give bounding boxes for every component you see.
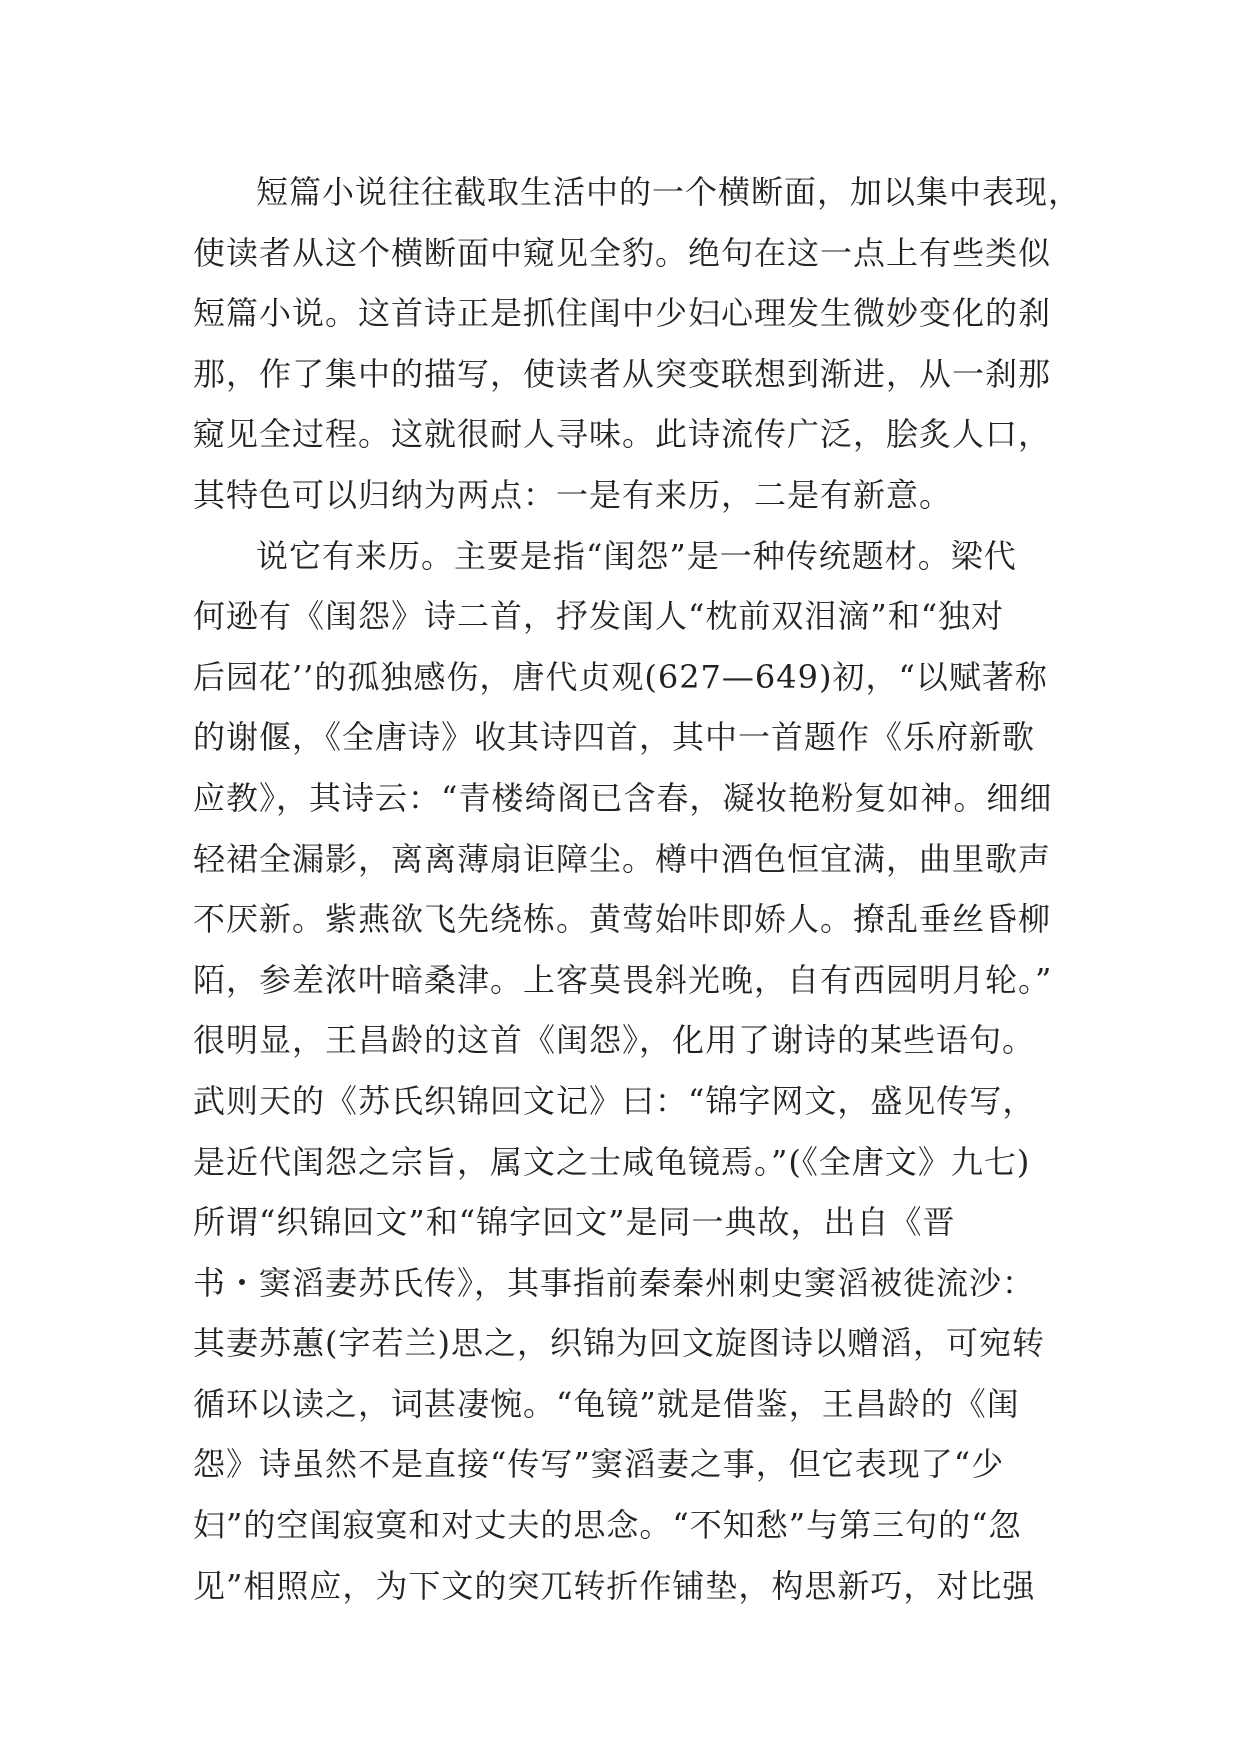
- text-line: 短篇小说往往截取生活中的一个横断面，加以集中表现，: [256, 173, 1082, 211]
- text-line: 短篇小说。这首诗正是抓住闺中少妇心理发生微妙变化的刹: [193, 294, 1052, 333]
- text-line: 何逊有《闺怨》诗二首，抒发闺人“枕前双泪滴”和“独对: [193, 597, 1005, 636]
- text-line: 很明显，王昌龄的这首《闺怨》，化用了谢诗的某些语句。: [193, 1021, 1036, 1060]
- text-line: 不厌新。紫燕欲飞先绕栋。黄莺始咔即娇人。撩乱垂丝昏柳: [193, 900, 1052, 939]
- text-line: 使读者从这个横断面中窥见全豹。绝句在这一点上有些类似: [193, 233, 1052, 272]
- text-line: 所谓“织锦回文”和“锦字回文”是同一典故，出自《晋: [193, 1203, 956, 1242]
- text-line: 陌，参差浓叶暗桑津。上客莫畏斜光晚，自有西园明月轮。”: [193, 960, 1053, 999]
- document-body: [193, 162, 1082, 1616]
- text-line: 怨》诗虽然不是直接“传写”窦滔妻之事，但它表现了“少: [193, 1445, 1005, 1484]
- text-line: 后园花’’的孤独感伤，唐代贞观(627—649)初，“以赋著称: [193, 657, 1048, 696]
- text-line: 那，作了集中的描写，使读者从突变联想到渐进，从一刹那: [193, 354, 1052, 393]
- text-line: 应教》，其诗云：“青楼绮阁已含春，凝妆艳粉复如神。细细: [193, 778, 1053, 817]
- text-line: 循环以读之，词甚凄惋。“龟镜”就是借鉴，王昌龄的《闺: [193, 1384, 1020, 1423]
- text-line: 武则天的《苏氏织锦回文记》曰：“锦字网文，盛见传写，: [193, 1081, 1036, 1120]
- text-line: 轻裙全漏影，离离薄扇讵障尘。樽中酒色恒宜满，曲里歌声: [193, 839, 1052, 878]
- text-line: 的谢偃，《全唐诗》收其诗四首，其中一首题作《乐府新歌: [193, 718, 1036, 757]
- text-line: 见”相照应，为下文的突兀转折作铺垫，构思新巧，对比强: [193, 1566, 1036, 1605]
- paragraph-1: [193, 162, 1082, 526]
- text-line: 是近代闺怨之宗旨，属文之士咸龟镜焉。”(《全唐文》九七): [193, 1142, 1031, 1181]
- text-line: 窥见全过程。这就很耐人寻味。此诗流传广泛，脍炙人口，: [193, 415, 1052, 454]
- text-line: 其特色可以归纳为两点：一是有来历，二是有新意。: [193, 475, 953, 514]
- text-line: 妇”的空闺寂寞和对丈夫的思念。“不知愁”与第三句的“忽: [193, 1506, 1022, 1545]
- text-line: 说它有来历。主要是指“闺怨”是一种传统题材。梁代: [256, 536, 1017, 575]
- paragraph-2: [193, 526, 1073, 1617]
- text-line: 书・窦滔妻苏氏传》，其事指前秦秦州刺史窦滔被徙流沙：: [193, 1263, 1036, 1302]
- text-line: 其妻苏蕙(字若兰)思之，织锦为回文旋图诗以赠滔，可宛转: [193, 1324, 1045, 1363]
